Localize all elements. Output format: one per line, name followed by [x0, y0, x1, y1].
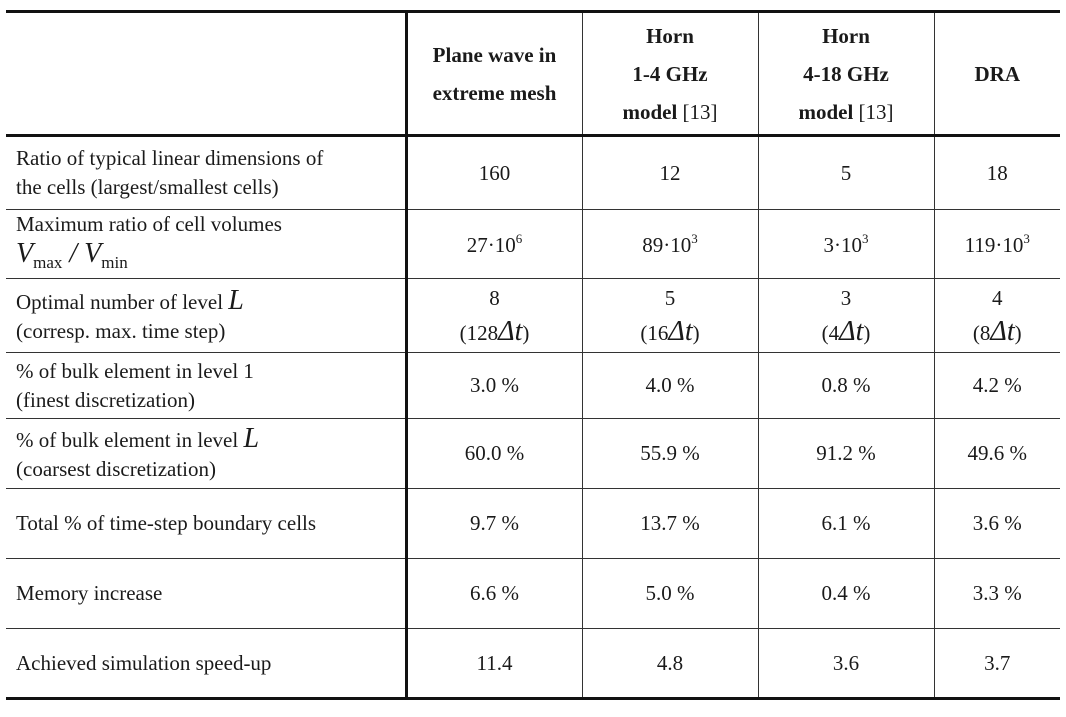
cell-value: [758, 279, 934, 353]
cell-value: 160: [406, 136, 582, 210]
row-label-line1: Achieved simulation speed-up: [16, 650, 272, 675]
table-row: [6, 629, 1060, 699]
table-row: [6, 419, 1060, 489]
time-step-wrap: [408, 315, 582, 350]
row-label: [6, 210, 406, 279]
cell-value: [582, 279, 758, 353]
comparison-table: [6, 10, 1060, 700]
table-row: [6, 210, 1060, 279]
level-number: 8: [489, 286, 500, 310]
value-base: 89·10: [642, 232, 692, 257]
header-row: [6, 12, 1060, 136]
level-number: 5: [664, 286, 676, 310]
formula-sub-max: max: [33, 253, 63, 272]
header-horn-1-4-line3-wrap: [583, 93, 758, 131]
header-plane-wave: [406, 12, 582, 136]
value-exponent: 3: [691, 230, 698, 246]
value-base: 119·10: [964, 232, 1024, 257]
time-step-mult: (8: [972, 321, 991, 345]
level-number: 4: [992, 286, 1003, 310]
cell-value: [934, 210, 1060, 279]
header-horn-4-18-ref: [13]: [858, 99, 894, 124]
level-symbol: L: [243, 422, 260, 454]
cell-value: 5.0 %: [582, 559, 758, 629]
header-horn-4-18: [758, 12, 934, 136]
time-step-wrap: [759, 315, 934, 350]
cell-value: [758, 210, 934, 279]
table-row: [6, 489, 1060, 559]
cell-value: 12: [582, 136, 758, 210]
cell-value: 3.3 %: [934, 559, 1060, 629]
row-label-line1: % of bulk element in level: [16, 427, 239, 452]
cell-value: 3.7: [934, 629, 1060, 699]
cell-value: 9.7 %: [406, 489, 582, 559]
row-label-line1: % of bulk element in level 1: [16, 358, 254, 383]
cell-value: 4.0 %: [582, 353, 758, 419]
cell-value: 91.2 %: [758, 419, 934, 489]
cell-value: 5: [758, 136, 934, 210]
header-dra: [934, 12, 1060, 136]
time-step-close: ): [692, 321, 700, 345]
cell-value: 0.8 %: [758, 353, 934, 419]
row-label-line1: Optimal number of level: [16, 289, 224, 314]
cell-value: 49.6 %: [934, 419, 1060, 489]
row-label: [6, 136, 406, 210]
cell-value: 6.6 %: [406, 559, 582, 629]
volume-ratio-formula: [16, 239, 405, 278]
header-plane-wave-line2: extreme mesh: [432, 80, 557, 105]
time-step-mult: (4: [821, 321, 840, 345]
value-base: 3·10: [823, 232, 862, 257]
time-step-wrap: [583, 315, 758, 350]
header-horn-4-18-line1: Horn: [822, 23, 870, 48]
cell-value: 11.4: [406, 629, 582, 699]
cell-value: [934, 279, 1060, 353]
cell-value: [582, 210, 758, 279]
row-label-line2: the cells (largest/smallest cells): [16, 175, 279, 199]
cell-value: 4.8: [582, 629, 758, 699]
row-label-line2: (coarsest discretization): [16, 456, 216, 481]
level-symbol: L: [228, 284, 244, 316]
cell-value: 3.0 %: [406, 353, 582, 419]
time-step-close: ): [522, 321, 530, 345]
row-label: [6, 353, 406, 419]
cell-value: 4.2 %: [934, 353, 1060, 419]
value-exponent: 3: [1023, 230, 1030, 246]
row-label-line2: (finest discretization): [16, 387, 196, 412]
cell-value: 18: [934, 136, 1060, 210]
cell-value: 3.6: [758, 629, 934, 699]
formula-v-max: V: [16, 238, 34, 269]
row-label: [6, 419, 406, 489]
table-row: [6, 279, 1060, 353]
time-step-mult: (16: [640, 321, 669, 345]
row-label-line1-wrap: [16, 424, 405, 455]
level-number: 3: [840, 286, 852, 310]
delta-t-symbol: Δt: [498, 316, 523, 347]
row-label-line2: (corresp. max. time step): [16, 318, 226, 343]
value-base: 27·10: [466, 232, 516, 257]
row-label: [6, 629, 406, 699]
time-step-close: ): [863, 321, 871, 345]
row-label: [6, 489, 406, 559]
cell-value: 60.0 %: [406, 419, 582, 489]
header-plane-wave-line1: Plane wave in: [432, 42, 557, 67]
header-horn-1-4-line3: model: [622, 99, 678, 124]
header-horn-1-4: [582, 12, 758, 136]
cell-value: 6.1 %: [758, 489, 934, 559]
cell-value: 0.4 %: [758, 559, 934, 629]
header-empty-cell: [6, 12, 406, 136]
cell-value: 13.7 %: [582, 489, 758, 559]
table-row: [6, 559, 1060, 629]
row-label: [6, 279, 406, 353]
table-row: [6, 353, 1060, 419]
value-exponent: 3: [862, 230, 869, 246]
header-horn-1-4-line1: Horn: [646, 23, 694, 48]
table-row: [6, 136, 1060, 210]
header-horn-1-4-ref: [13]: [682, 99, 718, 124]
comparison-table-container: [6, 10, 1060, 700]
row-label-line1: Maximum ratio of cell volumes: [16, 212, 282, 236]
formula-slash: /: [62, 238, 85, 269]
cell-value: 3.6 %: [934, 489, 1060, 559]
row-label-line1: Memory increase: [16, 581, 163, 605]
delta-t-symbol: Δt: [668, 316, 693, 347]
cell-value: [406, 210, 582, 279]
row-label-line1-wrap: [16, 286, 405, 317]
row-label-line1: Ratio of typical linear dimensions of: [16, 146, 324, 170]
time-step-wrap: [935, 315, 1061, 350]
header-dra-label: DRA: [974, 61, 1020, 86]
delta-t-symbol: Δt: [839, 316, 864, 347]
value-exponent: 6: [515, 230, 523, 246]
cell-value: [406, 279, 582, 353]
time-step-mult: (128: [459, 321, 499, 345]
header-horn-4-18-line3-wrap: [759, 93, 934, 131]
delta-t-symbol: Δt: [990, 316, 1015, 347]
cell-value: 55.9 %: [582, 419, 758, 489]
time-step-close: ): [1014, 321, 1022, 345]
header-horn-4-18-line2: 4-18 GHz: [803, 61, 889, 86]
row-label-line1: Total % of time-step boundary cells: [16, 511, 317, 535]
row-label: [6, 559, 406, 629]
header-horn-4-18-line3: model: [798, 99, 854, 124]
formula-v-min: V: [84, 238, 102, 269]
formula-sub-min: min: [101, 253, 128, 272]
header-horn-1-4-line2: 1-4 GHz: [632, 61, 708, 86]
